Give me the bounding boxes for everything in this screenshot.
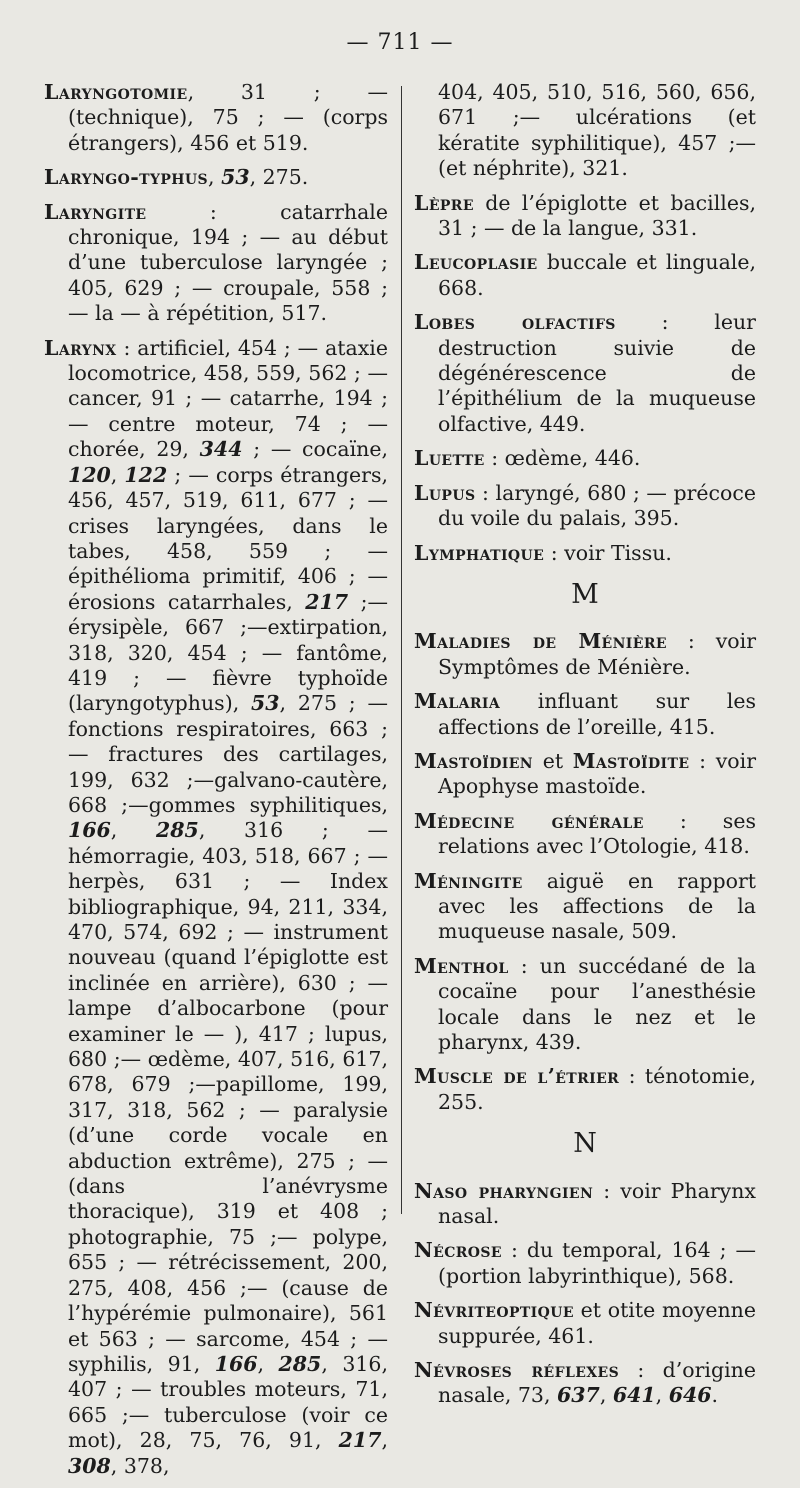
entry-text: : voir Symptômes de Ménière.: [438, 629, 757, 679]
entry-text: : catarrhale chronique, 194 ; — au début d’une tuberculose laryngée ; 405, 629 ; — croupale, 558 ; — la — à répétition, 517.: [68, 199, 388, 326]
index-entry-lepre: [414, 191, 756, 242]
entry-heading: Malaria: [414, 689, 501, 714]
entry-heading: Lupus: [414, 480, 476, 505]
entry-text: et otite moyenne suppurée, 461.: [438, 1298, 756, 1348]
column-divider: [401, 86, 402, 1214]
index-entry-meningite: [414, 869, 756, 945]
entry-heading: Lèpre: [414, 190, 474, 215]
entry-text: : ses relations avec l’Otologie, 418.: [438, 808, 756, 859]
index-entry-muscle-de-l-etrier: [414, 1064, 756, 1115]
entry-heading: Menthol: [414, 953, 509, 978]
index-entry-nevriteoptique: [414, 1298, 756, 1349]
entry-text: : d’origine nasale, 73, 637, 641, 646.: [438, 1358, 756, 1408]
index-entry-necrose: [414, 1238, 756, 1289]
index-entry-lupus: [414, 481, 756, 532]
entry-text: : ténotomie, 255.: [438, 1064, 756, 1114]
entry-heading: Laryngotomie: [44, 80, 188, 104]
entry-text: : œdème, 446.: [484, 446, 641, 471]
entry-text: buccale et linguale, 668.: [438, 250, 756, 300]
index-entry-menthol: [414, 954, 756, 1056]
entry-text: influant sur les affections de l’oreille, 415.: [438, 689, 756, 739]
section-letter-n: N: [573, 1128, 597, 1160]
entry-text: et: [532, 748, 573, 773]
index-entry-medecine-generale: [414, 809, 756, 860]
index-entry-nevroses-reflexes: [414, 1358, 756, 1409]
index-entry-leucoplasie: [414, 250, 756, 301]
entry-text: : voir Apophyse mastoïde.: [438, 748, 756, 799]
entry-heading: Maladies de Ménière: [414, 629, 667, 654]
entry-text: : un succédané de la cocaïne pour l’anesthésie locale dans le nez et le pharynx, 439.: [438, 953, 756, 1054]
entry-text: , 53, 275.: [208, 165, 309, 190]
entry-text: 404, 405, 510, 516, 560, 656, 671 ;— ulcérations (et kératite syphilitique), 457 ;—(et néphrite), 321.: [438, 80, 756, 181]
entry-heading: Lymphatique: [414, 540, 545, 565]
index-column-right: [414, 80, 756, 1418]
page-number: — 711 —: [346, 30, 454, 55]
index-column-left: [44, 80, 388, 1488]
entry-text: aiguë en rapport avec les affections de la muqueuse nasale, 509.: [438, 868, 756, 944]
index-entry-luette: [414, 446, 756, 471]
index-entry-maladies-de-meniere: [414, 629, 756, 680]
index-entry-mastoidien: [414, 749, 756, 800]
entry-heading: Médecine générale: [414, 808, 644, 833]
index-entry-continuation: [414, 80, 756, 182]
entry-heading: Laryngite: [44, 199, 147, 224]
entry-text: , 31 ; — (technique), 75 ; — (corps étrangers), 456 et 519.: [68, 80, 388, 155]
entry-heading: Naso pharyngien: [414, 1178, 594, 1203]
entry-heading: Larynx: [44, 335, 117, 360]
entry-heading: Leucoplasie: [414, 250, 538, 275]
entry-text: : voir Pharynx nasal.: [438, 1178, 756, 1229]
entry-heading: Méningite: [414, 868, 523, 893]
index-entry-larynx: [44, 336, 388, 1479]
entry-text: : laryngé, 680 ; — précoce du voile du palais, 395.: [438, 480, 756, 531]
entry-heading: Laryngo-typhus: [44, 165, 209, 190]
entry-heading: Lobes olfactifs: [414, 310, 616, 335]
index-entry-laryngo-typhus: [44, 165, 388, 190]
index-entry-lobes-olfactifs: [414, 310, 756, 437]
entry-heading: Névroses réflexes: [414, 1358, 620, 1383]
entry-heading: Luette: [414, 446, 485, 471]
index-entry-naso-pharyngien: [414, 1179, 756, 1230]
entry-text: : voir Tissu.: [544, 540, 672, 565]
entry-heading: Nécrose: [414, 1238, 502, 1263]
index-entry-lymphatique: [414, 541, 756, 566]
index-entry-malaria: [414, 689, 756, 740]
section-letter-m: M: [571, 578, 599, 610]
entry-heading: Muscle de l’étrier: [414, 1064, 620, 1089]
entry-heading: Mastoïdien: [414, 748, 533, 773]
entry-heading: Mastoïdite: [572, 748, 690, 773]
index-entry-laryngotomie: [44, 80, 388, 156]
entry-heading: Névriteoptique: [414, 1298, 574, 1323]
entry-text: : leur destruction suivie de dégénérescence de l’épithélium de la muqueuse olfactive, 449.: [438, 310, 756, 436]
index-entry-laryngite: [44, 200, 388, 327]
entry-text: : artificiel, 454 ; — ataxie locomotrice, 458, 559, 562 ; — cancer, 91 ; — catarrhe, 194 ; — centre moteur, 74 ; — chorée, 29, 344 ; — cocaïne, 120, 122 ; — corps étrangers, 456, 457, 519, 611, 677 ; — crises laryngées, dans le tabes, 458, 559 ; — épithélioma primitif, 406 ; — érosions catarrhales, 217 ;— érysipèle, 667 ;—extirpation, 318, 320, 454 ; — fantôme, 419 ; — fièvre typhoïde (laryngotyphus), 53, 275 ; — fonctions respiratoires, 663 ; — fractures des cartilages, 199, 632 ;—galvano-cautère, 668 ;—gommes syphilitiques, 166, 285, 316 ; — hémorragie, 403, 518, 667 ; — herpès, 631 ; — Index bibliographique, 94, 211, 334, 470, 574, 692 ; — instrument nouveau (quand l’épiglotte est inclinée en arrière), 630 ; — lampe d’albocarbone (pour examiner le — ), 417 ; lupus, 680 ;— œdème, 407, 516, 617, 678, 679 ;—papillome, 199, 317, 318, 562 ; — paralysie (d’une corde vocale en abduction extrême), 275 ; — (dans l’anévrysme thoracique), 319 et 408 ; photographie, 75 ;— polype, 655 ; — rétrécissement, 200, 275, 408, 456 ;— (cause de l’hypérémie pulmonaire), 561 et 563 ; — sarcome, 454 ; — syphilis, 91, 166, 285, 316, 407 ; — troubles moteurs, 71, 665 ;— tuberculose (voir ce mot), 28, 75, 76, 91, 217, 308, 378,: [68, 335, 388, 1478]
entry-text: de l’épiglotte et bacilles, 31 ; — de la langue, 331.: [438, 190, 756, 241]
entry-text: : du temporal, 164 ; — (portion labyrinthique), 568.: [438, 1238, 756, 1288]
